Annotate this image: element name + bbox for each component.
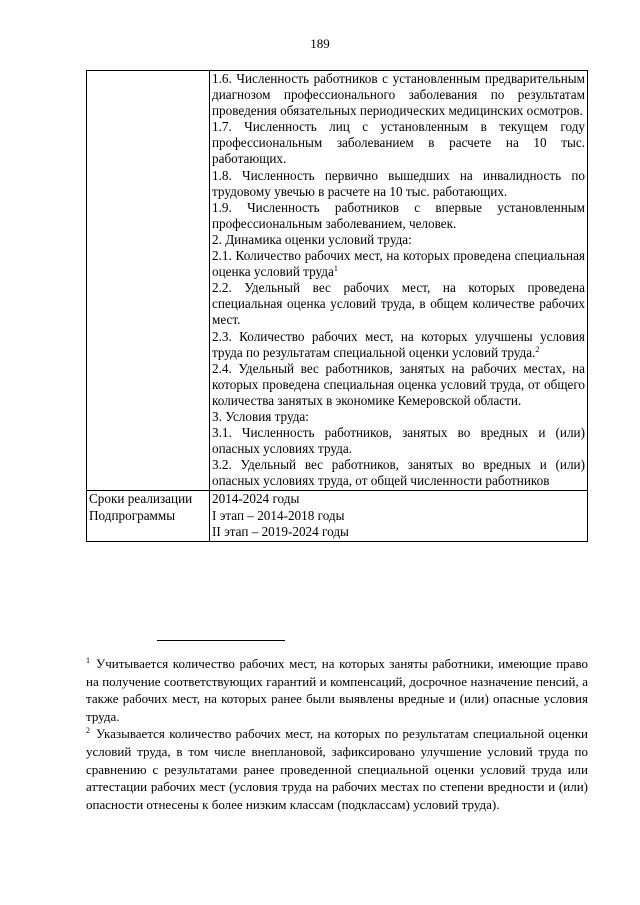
- page-number: 189: [310, 36, 330, 51]
- footnote-1-text: Учитывается количество рабочих мест, на которых заняты работники, имеющие право на получение соответствующих гарантий и компенсаций, досрочное назначение пенсий, а также рабочих мест, на которых ранее были выявлены вредные и (или) опасные условия труда.: [86, 656, 588, 724]
- term-total: 2014-2024 годы: [212, 491, 300, 507]
- footnote-ref-1: 1: [333, 264, 338, 274]
- footnote-ref-2: 2: [535, 344, 540, 354]
- indicator-1-7: 1.7. Численность лиц с установленным в текущем году профессиональным заболеванием в расчете на 10 тыс. работающих.: [212, 119, 585, 167]
- indicator-3-1: 3.1. Численность работников, занятых во вредных и (или) опасных условиях труда.: [212, 425, 585, 457]
- footnote-2: [86, 725, 588, 813]
- footnote-1-mark: 1: [86, 656, 90, 665]
- program-passport-table: [86, 70, 588, 542]
- term-stage-1: I этап – 2014-2018 годы: [212, 507, 345, 523]
- indicators-cell: [210, 71, 588, 491]
- footnote-separator: [157, 640, 285, 641]
- indicator-1-6: 1.6. Численность работников с установленным предварительным диагнозом профессионального заболевания по результатам проведения обязательных периодических медицинских осмотров.: [212, 71, 585, 119]
- indicator-2-3: 2.3. Количество рабочих мест, на которых улучшены условия труда по результатам специальной оценки условий труда.$^2$: [212, 328, 585, 360]
- term-stage-2: II этап – 2019-2024 годы: [212, 523, 349, 539]
- indicators-label-cell: [87, 71, 210, 491]
- footnote-1: [86, 655, 588, 725]
- indicator-2-4: 2.4. Удельный вес работников, занятых на рабочих местах, на которых проведена специальная оценка условий труда, от общего количества занятых в экономике Кемеровской области.: [212, 360, 585, 408]
- indicator-1-8: 1.8. Численность первично вышедших на инвалидность по трудовому увечью в расчете на 10 тыс. работающих.: [212, 167, 585, 199]
- footnote-2-mark: 2: [86, 726, 90, 736]
- terms-row: [87, 491, 588, 541]
- indicator-2-2: 2.2. Удельный вес рабочих мест, на которых проведена специальная оценка условий труда, в общем количестве рабочих мест.: [212, 280, 585, 328]
- footnote-2-text: Указывается количество рабочих мест, на которых по результатам специальной оценки условий труда, в том числе внеплановой, зафиксировано улучшение условий труда по сравнению с результатами ранее проведенной специальной оценки условий труда или аттестации рабочих мест (условия труда на рабочих местах по степени вредности и (или) опасности отнесены к более низким классам (подклассам) условий труда).: [86, 726, 588, 812]
- indicator-2-1: 2.1. Количество рабочих мест, на которых проведена специальная оценка условий труда$^1$: [212, 248, 585, 280]
- indicators-row: [87, 71, 588, 491]
- footnotes: [86, 655, 588, 813]
- indicator-3-heading: 3. Условия труда:: [212, 408, 309, 424]
- indicator-2-heading: 2. Динамика оценки условий труда:: [212, 231, 412, 247]
- terms-cell: [210, 491, 588, 541]
- indicator-1-9: 1.9. Численность работников с впервые установленным профессиональным заболеванием, человек.: [212, 199, 585, 231]
- indicator-3-2: 3.2. Удельный вес работников, занятых во вредных и (или) опасных условиях труда, от общей численности работников: [212, 457, 585, 489]
- terms-label: Сроки реализации Подпрограммы: [87, 491, 210, 541]
